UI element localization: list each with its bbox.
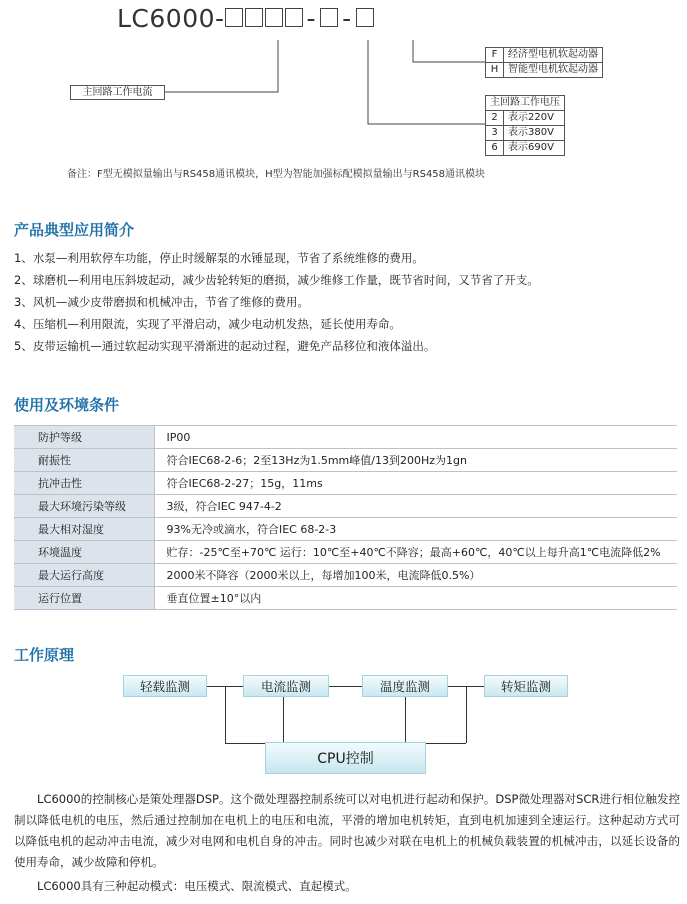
voltage-header: 主回路工作电压 — [486, 96, 565, 111]
condition-key: 抗冲击性 — [14, 472, 154, 495]
condition-value: 3级，符合IEC 947-4-2 — [154, 495, 677, 518]
model-code-connectors — [0, 0, 687, 160]
list-item: 3、风机—减少皮带磨损和机械冲击，节省了维修的费用。 — [14, 295, 309, 309]
condition-key: 耐振性 — [14, 449, 154, 472]
table-row — [14, 426, 677, 449]
monitor-torque: 转矩监测 — [484, 675, 568, 697]
type-row — [486, 63, 603, 78]
model-dash-2: - — [342, 4, 352, 33]
monitor-light-load: 轻载监测 — [123, 675, 207, 697]
monitor-current: 电流监测 — [243, 675, 329, 697]
condition-key: 运行位置 — [14, 587, 154, 610]
voltage-header-row — [486, 96, 565, 111]
connector-current — [165, 40, 278, 92]
condition-value: 垂直位置±10°以内 — [154, 587, 677, 610]
table-row — [14, 587, 677, 610]
table-row — [14, 449, 677, 472]
condition-key: 最大运行高度 — [14, 564, 154, 587]
diagram-line — [329, 686, 362, 687]
voltage-code: 3 — [486, 126, 504, 141]
condition-key: 最大相对湿度 — [14, 518, 154, 541]
voltage-row — [486, 126, 565, 141]
type-desc: 智能型电机软起动器 — [504, 63, 603, 78]
current-label: 主回路工作电流 — [70, 85, 165, 100]
type-code: H — [486, 63, 504, 78]
condition-key: 环境温度 — [14, 541, 154, 564]
voltage-desc: 表示220V — [504, 111, 565, 126]
voltage-desc: 表示690V — [504, 141, 565, 156]
condition-value: 符合IEC68-2-27；15g，11ms — [154, 472, 677, 495]
model-note: 备注：F型无模拟量输出与RS458通讯模块，H型为智能加强标配模拟量输出与RS458通讯模块 — [67, 169, 486, 180]
diagram-line — [466, 687, 467, 743]
diagram-line — [225, 743, 265, 744]
type-table — [485, 47, 603, 78]
cpu-control: CPU控制 — [265, 742, 426, 774]
voltage-code: 2 — [486, 111, 504, 126]
diagram-line — [405, 697, 406, 742]
voltage-desc: 表示380V — [504, 126, 565, 141]
model-dash-1: - — [306, 4, 317, 33]
condition-value: 符合IEC68-2-6；2至13Hz为1.5mm峰值/13到200Hz为1gn — [154, 449, 677, 472]
principle-paragraph: LC6000的控制核心是策处理器DSP。这个微处理器控制系统可以对电机进行起动和保护。DSP微处理器对SCR进行相位触发控制以降低电机的电压，然后通过控制加在电机上的电压和电流，平滑的增加电机转矩，直到电机加速到全速运行。这种起动方式可以降低电机的起动冲击电流，减少对电网和电机自身的冲击。同时也减少对联在电机上的机械负载装置的机械冲击，以延长设备的使用寿命，减少故障和停机。 — [14, 792, 680, 869]
table-row — [14, 495, 677, 518]
list-item: 4、压缩机—利用限流，实现了平滑启动，减少电动机发热，延长使用寿命。 — [14, 317, 401, 331]
condition-value: 93%无冷或滴水，符合IEC 68-2-3 — [154, 518, 677, 541]
condition-value: IP00 — [154, 426, 677, 449]
table-row — [14, 564, 677, 587]
diagram-line — [225, 687, 226, 743]
conditions-title: 使用及环境条件 — [14, 396, 120, 414]
diagram-line — [283, 697, 284, 742]
principle-title: 工作原理 — [14, 646, 75, 664]
monitor-temperature: 温度监测 — [362, 675, 448, 697]
list-item: 5、皮带运输机—通过软起动实现平滑渐进的起动过程，避免产品移位和液体溢出。 — [14, 339, 436, 353]
table-row — [14, 541, 677, 564]
model-prefix: LC6000- — [117, 4, 225, 33]
connector-voltage — [368, 40, 485, 124]
condition-value: 贮存：-25℃至+70℃ 运行：10℃至+40℃不降容；最高+60℃，40℃以上每升高1℃电流降低2% — [154, 541, 677, 564]
voltage-code: 6 — [486, 141, 504, 156]
condition-key: 防护等级 — [14, 426, 154, 449]
connector-type — [413, 40, 485, 62]
table-row — [14, 472, 677, 495]
principle-modes: LC6000具有三种起动模式：电压模式、限流模式、直起模式。 — [14, 879, 357, 893]
voltage-row — [486, 141, 565, 156]
condition-key: 最大环境污染等级 — [14, 495, 154, 518]
list-item: 1、水泵—利用软停车功能，停止时缓解泵的水锤显现，节省了系统维修的费用。 — [14, 251, 424, 265]
voltage-table — [485, 95, 565, 156]
table-row — [14, 518, 677, 541]
condition-value: 2000米不降容（2000米以上，每增加100米，电流降低0.5%） — [154, 564, 677, 587]
type-code: F — [486, 48, 504, 63]
applications-list — [14, 247, 539, 357]
conditions-table — [14, 425, 677, 610]
applications-title: 产品典型应用简介 — [14, 221, 135, 239]
voltage-row — [486, 111, 565, 126]
type-row — [486, 48, 603, 63]
diagram-line — [426, 743, 466, 744]
type-desc: 经济型电机软起动器 — [504, 48, 603, 63]
list-item: 2、球磨机—利用电压斜坡起动，减少齿轮转矩的磨损，减少维修工作量，既节省时间，又节省了开支。 — [14, 273, 539, 287]
